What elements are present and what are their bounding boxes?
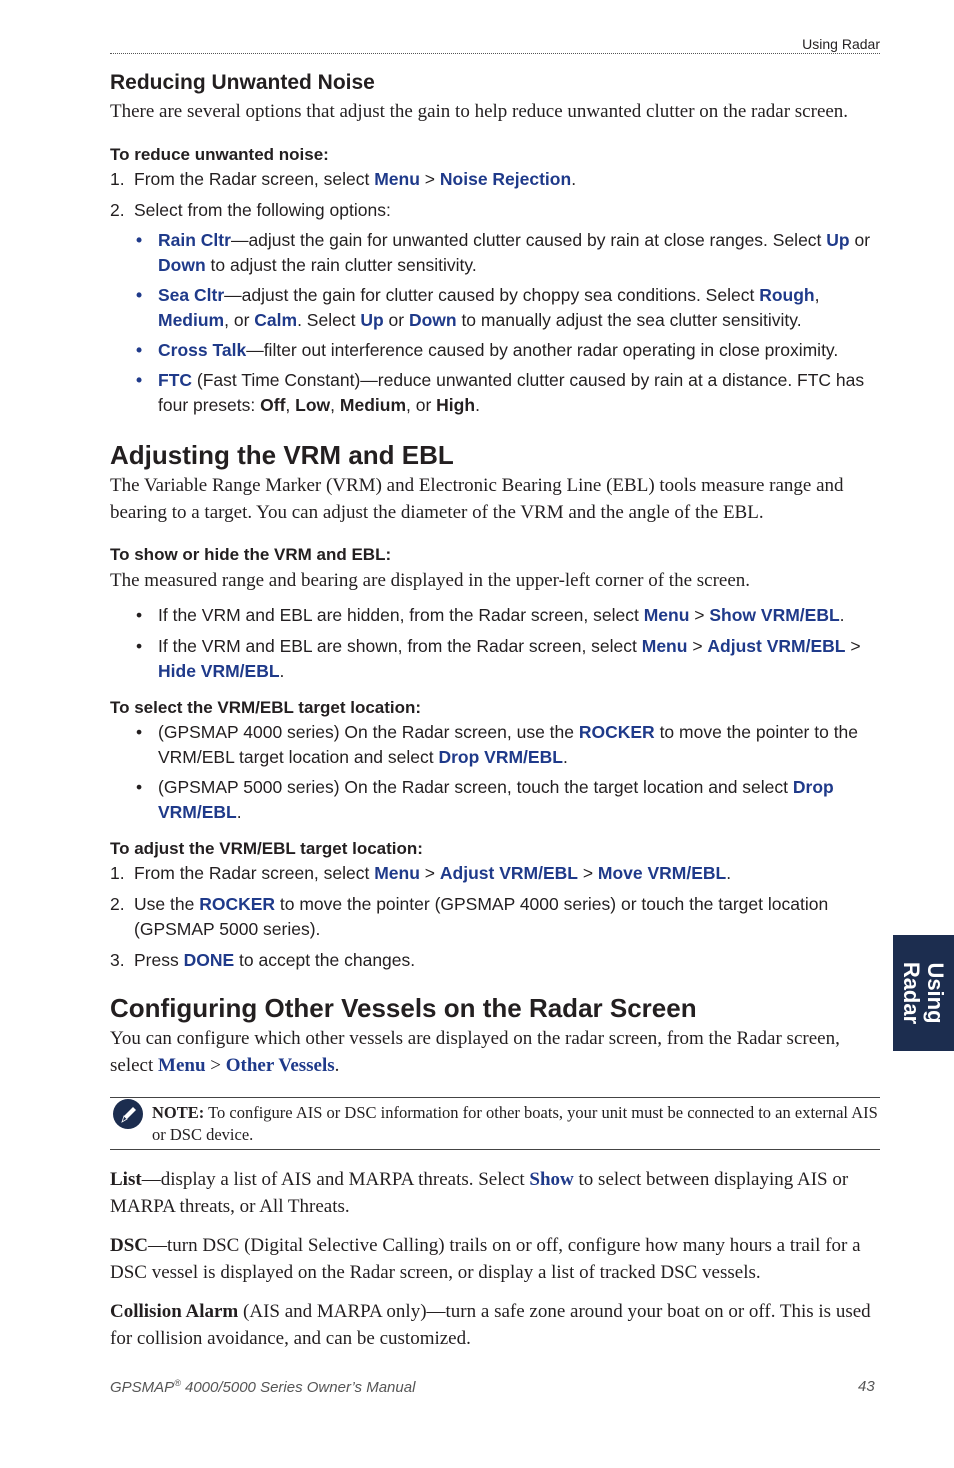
bullet: •	[136, 285, 143, 305]
menu-link[interactable]: Menu	[374, 169, 420, 189]
bullet: •	[136, 722, 143, 742]
note-text: To configure AIS or DSC information for other boats, your unit must be connected to an external AIS or DSC device.	[152, 1103, 878, 1144]
move-vrm-ebl-link[interactable]: Move VRM/EBL	[597, 863, 727, 883]
footer-manual-title: GPSMAP® 4000/5000 Series Owner’s Manual	[110, 1378, 416, 1396]
option-cross-talk: • Cross Talk—filter out interference caused by another radar operating in close proximity.	[110, 338, 880, 363]
running-header: Using Radar	[802, 36, 880, 52]
menu-link[interactable]: Menu	[374, 863, 420, 883]
note-box	[110, 1097, 880, 1150]
menu-link[interactable]: Menu	[641, 636, 688, 656]
vrm-intro: The Variable Range Marker (VRM) and Electronic Bearing Line (EBL) tools measure range and bearing to a target. You can adjust the diameter of the VRM and the angle of the EBL.	[110, 475, 844, 523]
adjust-step-1: 1. From the Radar screen, select Menu > Adjust VRM/EBL > Move VRM/EBL.	[110, 863, 732, 883]
bullet: •	[136, 230, 143, 250]
drop-vrm-ebl-link[interactable]: Drop VRM/EBL	[158, 777, 834, 822]
option-sea-cltr: • Sea Cltr—adjust the gain for clutter caused by choppy sea conditions. Select Rough, Medium, or Calm. Select Up or Down to manually adjust the sea clutter sensitivity.	[136, 285, 820, 330]
select-target-5000: • (GPSMAP 5000 series) On the Radar screen, touch the target location and select Drop VRM/EBL.	[136, 777, 834, 822]
menu-link[interactable]: Menu	[643, 605, 690, 625]
header-rule	[110, 53, 880, 54]
bullet: •	[136, 370, 143, 390]
show-vrm-ebl-link[interactable]: Show VRM/EBL	[709, 605, 840, 625]
menu-link[interactable]: Menu	[158, 1055, 206, 1076]
tab-label-line1: Using	[923, 962, 949, 1024]
collision-alarm-description: Collision Alarm (AIS and MARPA only)—turn a safe zone around your boat on or off. This is used for collision avoidance, and can be customized.	[110, 1301, 871, 1349]
section-tab	[893, 935, 954, 1051]
section-heading-vrm-ebl: Adjusting the VRM and EBL	[110, 440, 454, 470]
tab-label-line2: Radar	[899, 961, 925, 1025]
rocker-key: ROCKER	[578, 722, 655, 742]
adjust-step-3: 3. Press DONE to accept the changes.	[110, 950, 416, 970]
dsc-description: DSC—turn DSC (Digital Selective Calling) trails on or off, configure how many hours a trail for a DSC vessel is displayed on the Radar screen, or display a list of tracked DSC vessels.	[110, 1235, 861, 1283]
noise-intro: There are several options that adjust the gain to help reduce unwanted clutter on the radar screen.	[110, 101, 849, 122]
other-vessels-intro: You can configure which other vessels are displayed on the radar screen, from the Radar screen, select Menu > Other Vessels.	[110, 1028, 840, 1076]
adjust-vrm-ebl-link[interactable]: Adjust VRM/EBL	[707, 636, 846, 656]
procedure-heading-adjust-target: To adjust the VRM/EBL target location:	[110, 839, 423, 858]
adjust-vrm-ebl-link[interactable]: Adjust VRM/EBL	[439, 863, 578, 883]
adjust-step-2: 2. Use the ROCKER to move the pointer (GPSMAP 4000 series) or touch the target location (GPSMAP 5000 series).	[110, 894, 829, 939]
noise-step-1: 1. From the Radar screen, select Menu > Noise Rejection.	[110, 169, 577, 189]
section-heading-noise: Reducing Unwanted Noise	[110, 71, 375, 94]
done-key: DONE	[183, 950, 235, 970]
page-content	[110, 68, 880, 1352]
select-target-4000: • (GPSMAP 4000 series) On the Radar screen, use the ROCKER to move the pointer to the VRM/EBL target location and select Drop VRM/EBL.	[136, 722, 859, 767]
page-number: 43	[858, 1378, 875, 1395]
section-heading-other-vessels: Configuring Other Vessels on the Radar Screen	[110, 993, 697, 1023]
option-ftc: • FTC (Fast Time Constant)—reduce unwanted clutter caused by rain at a distance. FTC has four presets: Off, Low, Medium, or High.	[136, 370, 865, 415]
bullet: •	[136, 605, 143, 625]
noise-step-2: 2. Select from the following options:	[110, 200, 391, 220]
list-description: List—display a list of AIS and MARPA threats. Select Show to select between displaying AIS or MARPA threats, or All Threats.	[110, 1169, 849, 1217]
hide-vrm-ebl-link[interactable]: Hide VRM/EBL	[158, 661, 280, 681]
bullet: •	[136, 340, 143, 360]
option-rain-cltr: • Rain Cltr—adjust the gain for unwanted clutter caused by rain at close ranges. Select Up or Down to adjust the rain clutter sensitivity.	[136, 230, 871, 275]
bullet: •	[136, 777, 143, 797]
rocker-key: ROCKER	[199, 894, 276, 914]
noise-rejection-link[interactable]: Noise Rejection	[439, 169, 572, 189]
procedure-heading-select-target: To select the VRM/EBL target location:	[110, 698, 422, 717]
drop-vrm-ebl-link[interactable]: Drop VRM/EBL	[438, 747, 563, 767]
show-hide-intro: The measured range and bearing are displayed in the upper-left corner of the screen.	[110, 570, 751, 591]
bullet: •	[136, 636, 143, 656]
show-link[interactable]: Show	[529, 1169, 574, 1190]
other-vessels-link[interactable]: Other Vessels	[225, 1055, 335, 1076]
procedure-heading-noise: To reduce unwanted noise:	[110, 145, 329, 164]
procedure-heading-show-hide: To show or hide the VRM and EBL:	[110, 545, 392, 564]
note-pencil-icon	[112, 1098, 144, 1130]
hide-vrm-item: • If the VRM and EBL are shown, from the Radar screen, select Menu > Adjust VRM/EBL > Hide VRM/EBL.	[136, 636, 861, 681]
note-label: NOTE:	[152, 1103, 205, 1122]
show-vrm-item: • If the VRM and EBL are hidden, from the Radar screen, select Menu > Show VRM/EBL.	[110, 603, 880, 628]
